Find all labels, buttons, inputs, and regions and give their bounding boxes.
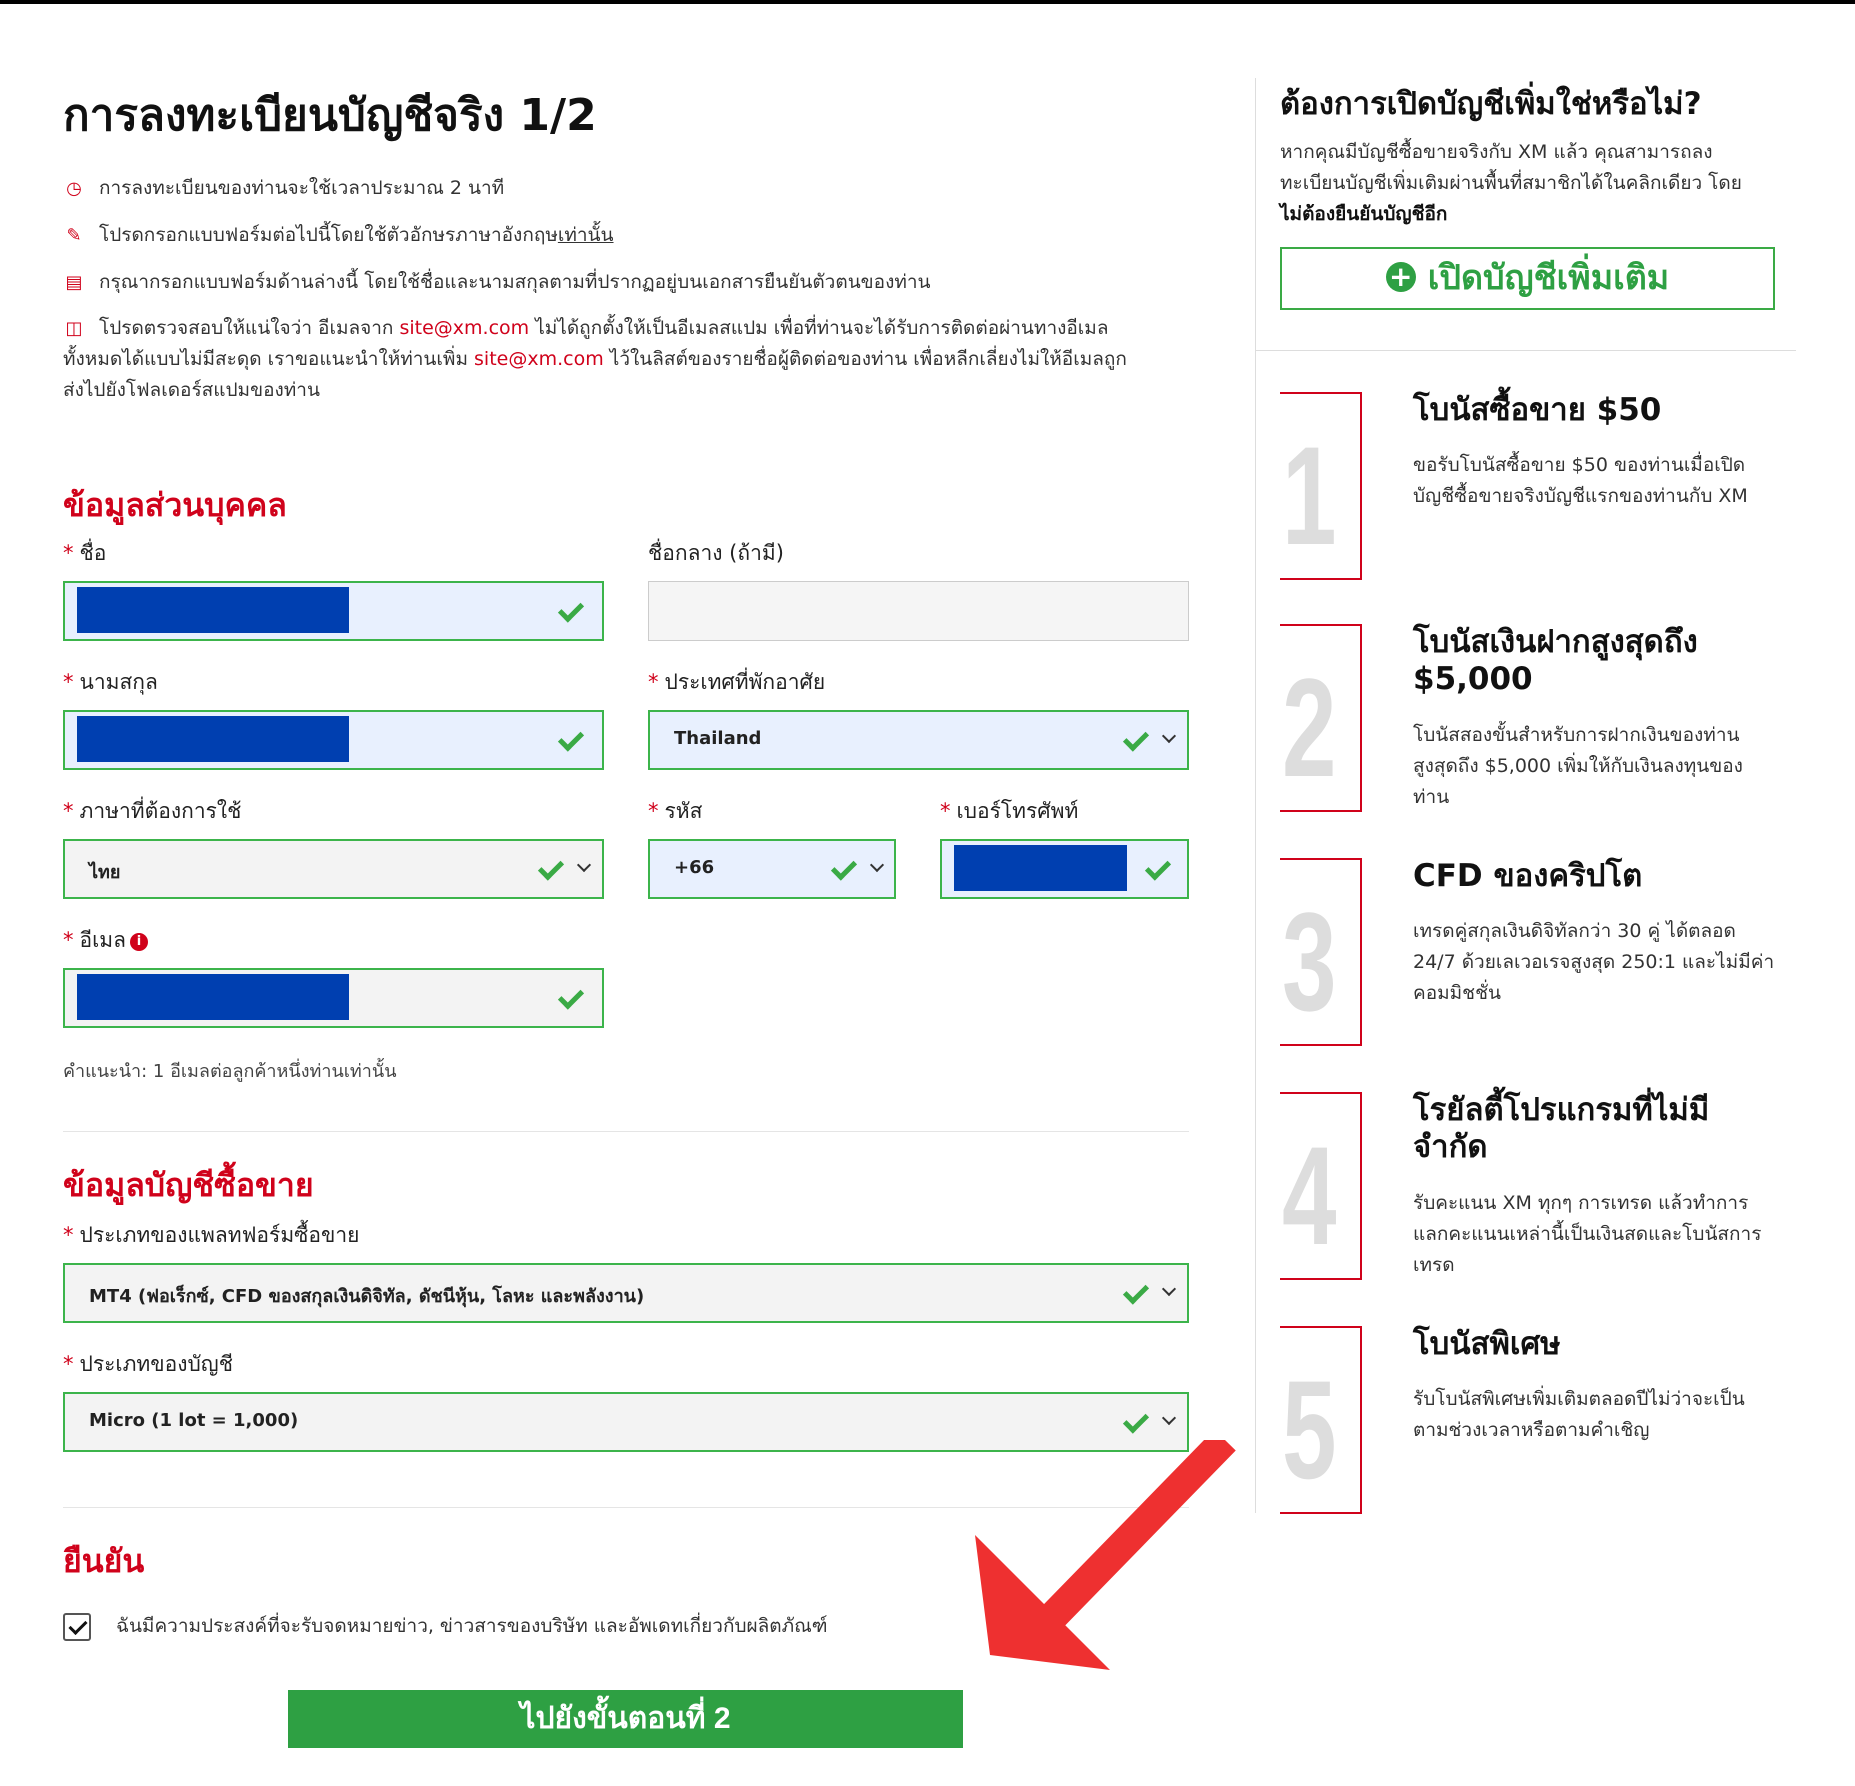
step-number: 2	[1282, 649, 1337, 806]
redacted-value	[77, 974, 349, 1020]
step-number: 3	[1282, 883, 1337, 1040]
code-label: * รหัส	[648, 799, 703, 823]
valid-check-icon	[1120, 726, 1150, 756]
next-step-button[interactable]: ไปยังขั้นตอนที่ 2	[288, 1690, 963, 1748]
country-select[interactable]	[648, 710, 1189, 770]
chevron-down-icon	[575, 857, 595, 877]
step-title: โบนัสพิเศษ	[1413, 1326, 1561, 1362]
redacted-value	[954, 845, 1127, 891]
top-border	[0, 0, 1855, 4]
account-type-value: Micro (1 lot = 1,000)	[89, 1410, 299, 1431]
red-arrow-annotation	[970, 1440, 1250, 1720]
step-desc: โบนัสสองขั้นสำหรับการฝากเงินของท่านสูงสุดถึง $5,000 เพิ่มให้กับเงินลงทุนของท่าน	[1413, 724, 1743, 808]
step-desc: รับคะแนน XM ทุกๆ การเทรด แล้วทำการแลกคะแนนเหล่านี้เป็นเงินสดและโบนัสการเทรด	[1413, 1192, 1762, 1276]
last-name-label: * นามสกุล	[63, 670, 158, 694]
note-english-only: ✎ โปรดกรอกแบบฟอร์มต่อไปนี้โดยใช้ตัวอักษรภาษาอังกฤษเท่านั้น	[63, 220, 1183, 251]
step-number: 1	[1282, 417, 1337, 574]
country-code-select[interactable]	[648, 839, 896, 899]
first-name-label: * ชื่อ	[63, 541, 107, 565]
country-code-value: +66	[674, 857, 715, 878]
email-hint: คำแนะนำ: 1 อีเมลต่อลูกค้าหนึ่งท่านเท่านั้น	[63, 1061, 397, 1082]
note-spam: ◫ โปรดตรวจสอบให้แน่ใจว่า อีเมลจาก site@xm.com ไม่ได้ถูกตั้งให้เป็นอีเมลสแปม เพื่อที่ท่านจะได้รับการติดต่อผ่านทางอีเมล ทั้งหมดได้แบบไม่มีสะดุด เราขอแนะนำให้ท่านเพิ่ม site@xm.com ไว้ในลิสต์ของรายชื่อผู้ติดต่อของท่าน เพื่อหลีกเลี่ยงไม่ให้อีเมลถูก ส่งไปยังโฟลเดอร์สแปมของท่าน	[63, 313, 1183, 406]
section-personal-title: ข้อมูลส่วนบุคคล	[63, 486, 287, 524]
step-title: CFD ของคริปโต	[1413, 858, 1643, 894]
step-title: โรยัลตี้โปรแกรมที่ไม่มีจำกัด	[1413, 1092, 1710, 1165]
platform-label: * ประเภทของแพลทฟอร์มซื้อขาย	[63, 1223, 360, 1247]
step-title: โบนัสซื้อขาย $50	[1413, 392, 1662, 428]
sidebar-desc: หากคุณมีบัญชีซื้อขายจริงกับ XM แล้ว คุณสามารถลง ทะเบียนบัญชีเพิ่มเติมผ่านพื้นที่สมาชิกได้ในคลิกเดียว โดย ไม่ต้องยืนยันบัญชีอีก	[1280, 141, 1742, 225]
valid-check-icon	[555, 984, 585, 1014]
valid-check-icon	[1120, 1408, 1150, 1438]
page-title: การลงทะเบียนบัญชีจริง 1/2	[63, 90, 597, 141]
valid-check-icon	[535, 855, 565, 885]
phone-field[interactable]	[940, 839, 1189, 899]
email-link[interactable]: site@xm.com	[474, 348, 604, 370]
redacted-value	[77, 716, 349, 762]
id-card-icon: ▤	[65, 272, 83, 293]
middle-name-label: ชื่อกลาง (ถ้ามี)	[648, 541, 784, 565]
section-confirm-title: ยืนยัน	[63, 1542, 145, 1580]
last-name-field[interactable]	[63, 710, 604, 770]
valid-check-icon	[555, 726, 585, 756]
open-additional-account-button[interactable]: + เปิดบัญชีเพิ่มเติม	[1280, 247, 1775, 310]
sidebar-divider	[1256, 350, 1796, 351]
language-label: * ภาษาที่ต้องการใช้	[63, 799, 242, 823]
column-divider	[1255, 78, 1256, 1513]
newsletter-checkbox[interactable]	[63, 1613, 91, 1641]
chevron-down-icon	[868, 857, 888, 877]
country-label: * ประเทศที่พักอาศัย	[648, 670, 826, 694]
step-desc: เทรดคู่สกุลเงินดิจิทัลกว่า 30 คู่ ได้ตลอด 24/7 ด้วยเลเวอเรจสูงสุด 250:1 และไม่มีค่าคอมมิชชั่น	[1413, 920, 1775, 1004]
chevron-down-icon	[1160, 1281, 1180, 1301]
step-desc: รับโบนัสพิเศษเพิ่มเติมตลอดปีไม่ว่าจะเป็นตามช่วงเวลาหรือตามคำเชิญ	[1413, 1388, 1745, 1441]
valid-check-icon	[828, 855, 858, 885]
step-title: โบนัสเงินฝากสูงสุดถึง $5,000	[1413, 624, 1698, 697]
valid-check-icon	[555, 597, 585, 627]
language-value: ไทย	[89, 862, 121, 883]
plus-circle-icon: +	[1386, 262, 1416, 292]
account-type-label: * ประเภทของบัญชี	[63, 1352, 233, 1376]
step-desc: ขอรับโบนัสซื้อขาย $50 ของท่านเมื่อเปิดบัญชีซื้อขายจริงบัญชีแรกของท่านกับ XM	[1413, 454, 1748, 507]
country-value: Thailand	[674, 728, 762, 749]
note-id-names: ▤ กรุณากรอกแบบฟอร์มด้านล่างนี้ โดยใช้ชื่อและนามสกุลตามที่ปรากฏอยู่บนเอกสารยืนยันตัวตนของท่าน	[63, 267, 1183, 298]
platform-value: MT4 (ฟอเร็กซ์, CFD ของสกุลเงินดิจิทัล, ดัชนีหุ้น, โลหะ และพลังงาน)	[89, 1286, 645, 1307]
valid-check-icon	[1120, 1279, 1150, 1309]
valid-check-icon	[1142, 855, 1172, 885]
redacted-value	[77, 587, 349, 633]
language-select[interactable]	[63, 839, 604, 899]
sidebar-title: ต้องการเปิดบัญชีเพิ่มใช่หรือไม่?	[1280, 86, 1702, 122]
chevron-down-icon	[1160, 1410, 1180, 1430]
email-link[interactable]: site@xm.com	[399, 317, 530, 339]
clock-icon: ◷	[66, 178, 82, 199]
note-duration: ◷ การลงทะเบียนของท่านจะใช้เวลาประมาณ 2 นาที	[63, 173, 1183, 204]
step-number: 4	[1282, 1117, 1337, 1274]
newsletter-label: ฉันมีความประสงค์ที่จะรับจดหมายข่าว, ข่าวสารของบริษัท และอัพเดทเกี่ยวกับผลิตภัณฑ์	[116, 1615, 828, 1637]
pencil-icon: ✎	[66, 225, 82, 246]
section-divider	[63, 1131, 1189, 1132]
first-name-field[interactable]	[63, 581, 604, 641]
email-field[interactable]	[63, 968, 604, 1028]
inbox-icon: ◫	[65, 318, 83, 339]
info-icon[interactable]: i	[130, 933, 148, 951]
phone-label: * เบอร์โทรศัพท์	[940, 799, 1079, 823]
email-label: * อีเมล i	[63, 924, 148, 957]
step-number: 5	[1282, 1351, 1337, 1508]
platform-select[interactable]	[63, 1263, 1189, 1323]
chevron-down-icon	[1160, 728, 1180, 748]
section-trading-title: ข้อมูลบัญชีซื้อขาย	[63, 1166, 314, 1204]
middle-name-field[interactable]	[648, 581, 1189, 641]
